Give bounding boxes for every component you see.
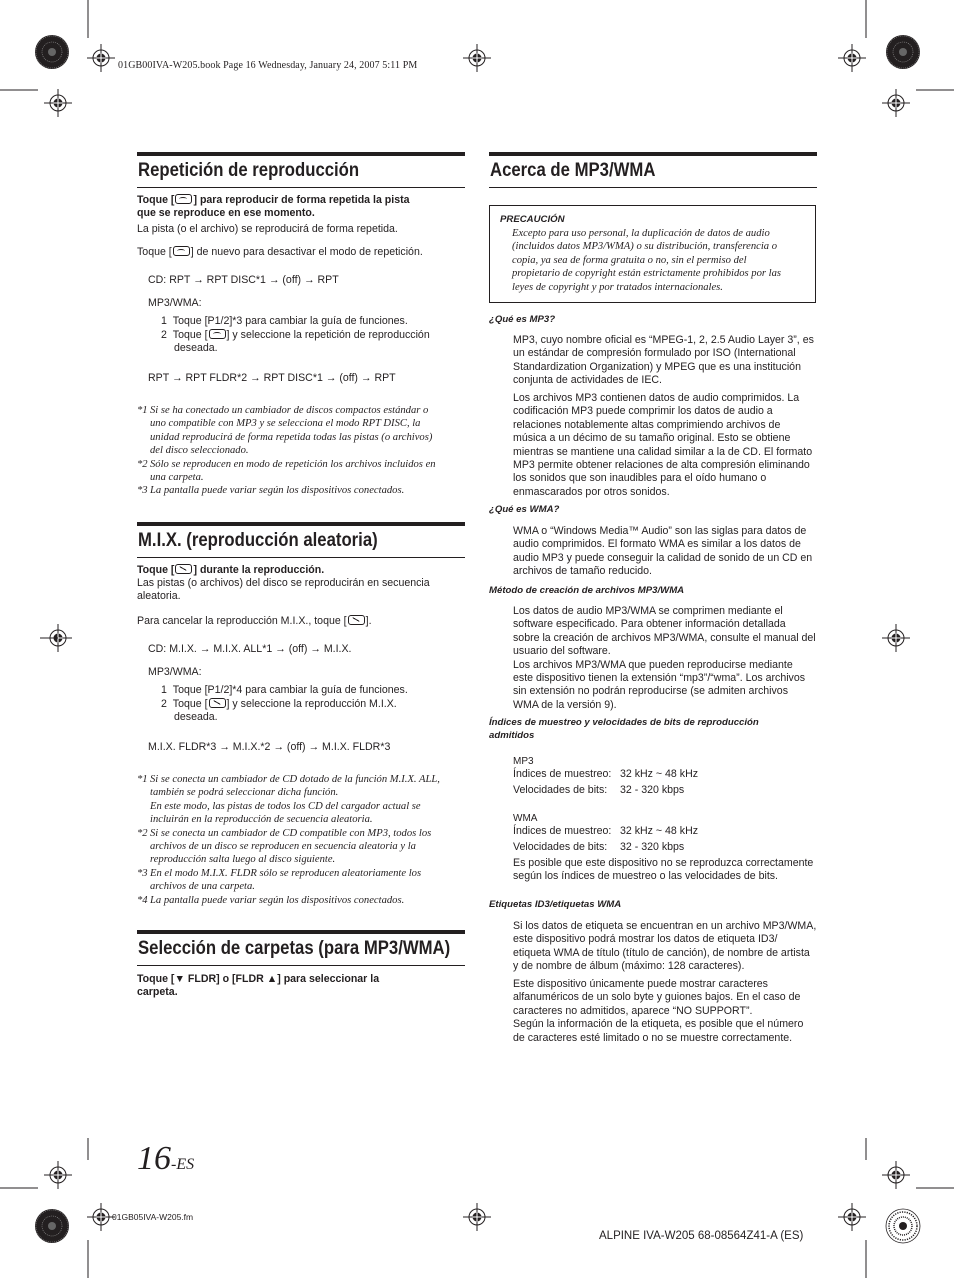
rates-wma-label: WMA [513,813,538,824]
repeat-footnotes [137,404,467,498]
rates-mp3-label: MP3 [513,756,534,767]
mix-step-1: 1 Toque [P1/2]*4 para cambiar la guía de funciones. [161,684,408,696]
mix-mp3-sequence: M.I.X. FLDR*3 → M.I.X.*2 → (off) → M.I.X. FLDR*3 [148,741,391,753]
heading-what-is-wma: ¿Qué es WMA? [489,504,560,515]
rates-mp3-sample: Índices de muestreo: 32 kHz ~ 48 kHz [513,768,699,780]
repeat-step-1: 1 Toque [P1/2]*3 para cambiar la guía de funciones. [161,315,408,327]
footer-file: 01GB05IVA-W205.fm [112,1212,194,1222]
mix-mp3-label: MP3/WMA: [148,666,202,678]
page-number: 16-ES [137,1140,195,1177]
footnote: *2 Si se conecta un cambiador de CD compatible con MP3, todos los archivos de un disco se reproducen en secuencia aleatoria y la reproducción salta luego al disco siguiente. [137,827,432,866]
shuffle-icon [175,564,192,574]
rates-note: Es posible que este dispositivo no se reproduzca correctamente según los índices de muestreo o las velocidades de bits. [513,857,814,883]
repeat-mp3-label: MP3/WMA: [148,297,202,309]
tags-paragraph-1: Si los datos de etiqueta se encuentran en un archivo MP3/WMA, este dispositivo podrá mostrar los datos de etiqueta ID3/ etiqueta WMA de título (título de canción), de nombre de artista y de nombre de álbum (máximo: 128 caracteres). [513,920,817,973]
rates-wma-sample: Índices de muestreo: 32 kHz ~ 48 kHz [513,825,699,837]
footnote: *1 Si se conecta un cambiador de CD dotado de la función M.I.X. ALL, también se podrá seleccionar dicha función. En este modo, las pistas de todos los CD del cargador actual se incluirán en la reproducción de secuencia aleatoria. [137,774,440,826]
repeat-icon [173,246,190,256]
section-title-repeat: Repetición de reproducción [137,152,465,188]
repeat-lead: Toque [ ] para reproducir de forma repetida la pista que se reproduce en ese momento. [137,194,410,220]
wma-paragraph: WMA o “Windows Media™ Audio” son las siglas para datos de audio comprimidos. El formato WMA es similar a los datos de audio MP3 y puede conseguir la calidad de sonido de un CD en archivos de tamaño reducido. [513,525,813,578]
mix-step-2: 2 Toque [ ] y seleccione la reproducción M.I.X. deseada. [161,698,397,724]
heading-sample-rates: Índices de muestreo y velocidades de bits de reproducción admitidos [489,717,759,741]
footer-model: ALPINE IVA-W205 68-08564Z41-A (ES) [599,1230,804,1242]
repeat-sub: La pista (o el archivo) se reproducirá de forma repetida. [137,223,398,235]
footnote: *2 Sólo se reproducen en modo de repetición los archivos incluidos en una carpeta. [137,458,436,484]
rates-wma-bits: Velocidades de bits: 32 - 320 kbps [513,841,685,853]
mix-lead: Toque [ ] durante la reproducción. [137,564,325,576]
repeat-step-2: 2 Toque [ ] y seleccione la repetición de reproducción deseada. [161,329,430,355]
section-title-mp3wma: Acerca de MP3/WMA [489,152,817,188]
footnote: *3 En el modo M.I.X. FLDR sólo se reproducen aleatoriamente los archivos de una carpeta. [137,867,422,893]
creation-paragraph: Los datos de audio MP3/WMA se comprimen mediante el software especificado. Para obtener información detallada sobre la creación de archivos MP3/WMA, consulte el manual del usuario del software. Los archivos MP3/WMA que pueden reproducirse mediante este dispositivo tienen la extensión “mp3”/“wma”. Los archivos sin extensión no podrán reproducirse (se admiten archivos WMA de la versión 9). [513,605,816,711]
heading-what-is-mp3: ¿Qué es MP3? [489,314,556,325]
registration-star-top-left [35,35,69,69]
footnote: *4 La pantalla puede variar según los dispositivos conectados. [137,894,405,906]
shuffle-icon [348,615,365,625]
repeat-icon [175,194,192,204]
mp3-paragraph-2: Los archivos MP3 contienen datos de audio comprimidos. La codificación MP3 puede comprimir los datos de audio a relaciones notablemente altas comprimiendo archivos de música a un décimo de su tamaño original. Esto se obtiene mientras se mantiene una calidad similar a la de CD. El formato MP3 permite obtener relaciones de alta compresión eliminando los sonidos que son inaudibles para el oído humano o enmascarados por otros sonidos. [513,392,813,498]
section-title-mix: M.I.X. (reproducción aleatoria) [137,522,465,558]
repeat-cd-sequence: CD: RPT → RPT DISC*1 → (off) → RPT [148,274,339,286]
heading-id3-tags: Etiquetas ID3/etiquetas WMA [489,899,622,910]
tags-paragraph-2: Este dispositivo únicamente puede mostrar caracteres alfanuméricos de un solo byte y guiones bajos. En el caso de caracteres no admitidos, aparece “NO SUPPORT”. Según la información de la etiqueta, es posible que el número de caracteres esté limitado o no se muestre correctamente. [513,978,804,1044]
caution-text: Excepto para uso personal, la duplicación de datos de audio (incluidos datos MP3/WMA) o su distribución, transferencia o copia, ya sea de forma gratuita o no, sin el permiso del propietario de copyright están estrictamente prohibidos por las leyes de copyright y por tratados internacionales. [512,228,782,293]
folder-lead: Toque [▼ FLDR] o [FLDR ▲] para seleccionar la carpeta. [137,973,380,999]
rates-mp3-bits: Velocidades de bits: 32 - 320 kbps [513,784,685,796]
mix-cancel-text: Para cancelar la reproducción M.I.X., toque [ ]. [137,615,372,627]
footnote: *1 Si se ha conectado un cambiador de discos compactos estándar o uno compatible con MP3 y se selecciona el modo RPT DISC, la unidad reproducirá de forma repetida todas las pistas (o archivos) del disco seleccionado. [137,405,433,457]
footnote: *3 La pantalla puede variar según los dispositivos conectados. [137,485,405,497]
section-title-folder: Selección de carpetas (para MP3/WMA) [137,930,465,966]
registration-star-bottom-left [35,1209,69,1243]
mp3-paragraph-1: MP3, cuyo nombre oficial es “MPEG-1, 2, 2.5 Audio Layer 3”, es un estándar de compresión formulado por ISO (International Standardization Organization) y MPEG que es una institución conjunta de actividades de IEC. [513,334,814,387]
shuffle-icon [209,698,226,708]
registration-star-top-right [886,35,920,69]
file-header: 01GB00IVA-W205.book Page 16 Wednesday, January 24, 2007 5:11 PM [118,60,418,71]
caution-box [489,205,816,303]
mix-cd-sequence: CD: M.I.X. → M.I.X. ALL*1 → (off) → M.I.X. [148,643,352,655]
repeat-mp3-sequence: RPT → RPT FLDR*2 → RPT DISC*1 → (off) → RPT [148,372,396,384]
mix-footnotes [137,773,467,907]
repeat-icon [209,329,226,339]
heading-creation-method: Método de creación de archivos MP3/WMA [489,585,685,596]
mix-body: Las pistas (o archivos) del disco se reproducirán en secuencia aleatoria. [137,577,430,603]
repeat-toggle-text: Toque [ ] de nuevo para desactivar el modo de repetición. [137,246,423,258]
caution-title: PRECAUCIÓN [500,214,565,225]
registration-star-bottom-right [886,1209,920,1243]
